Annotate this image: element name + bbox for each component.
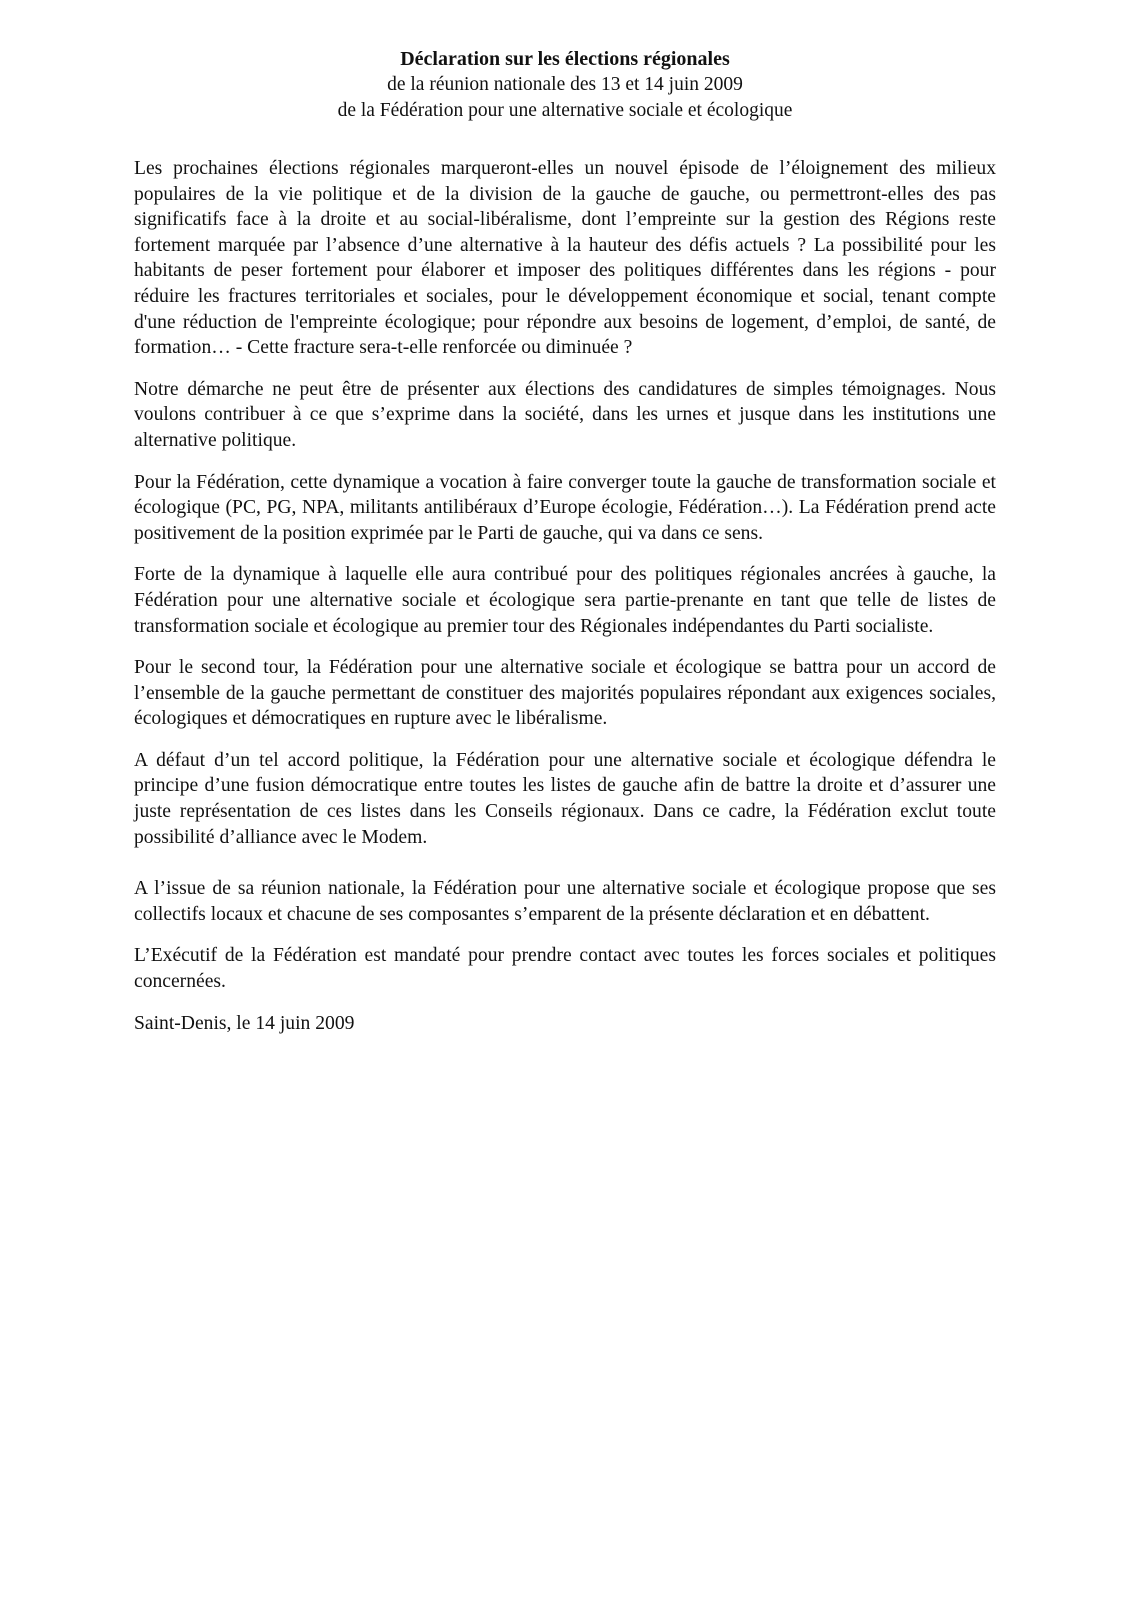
document-header: [150, 46, 980, 124]
paragraph-proposal: A l’issue de sa réunion nationale, la Fédération pour une alternative sociale et écologique propose que ses collectifs locaux et chacune de ses composantes s’emparent de la présente déclaration et en débattent.: [134, 878, 996, 925]
paragraph-second-round: Pour le second tour, la Fédération pour une alternative sociale et écologique se battra pour un accord de l’ensemble de la gauche permettant de constituer des majorités populaires répondant aux exigences sociales, écologiques et démocratiques en rupture avec le libéralisme.: [134, 657, 996, 730]
document-body: [134, 156, 996, 1036]
document-title: [150, 46, 980, 72]
document-subtitle-meeting: de la réunion nationale des 13 et 14 juin 2009: [387, 74, 743, 95]
signature-place-date: Saint-Denis, le 14 juin 2009: [134, 1012, 355, 1034]
document-title-text: Déclaration sur les élections régionales: [400, 48, 730, 70]
paragraph-first-round: Forte de la dynamique à laquelle elle aura contribué pour des politiques régionales ancrées à gauche, la Fédération pour une alternative sociale et écologique sera partie-prenante en tant que telle de listes de transformation sociale et écologique au premier tour des Régionales indépendantes du Parti socialiste.: [134, 564, 996, 637]
paragraph-convergence: Pour la Fédération, cette dynamique a vocation à faire converger toute la gauche de transformation sociale et écologique (PC, PG, NPA, militants antilibéraux d’Europe écologie, Fédération…). La Fédération prend acte positivement de la position exprimée par le Parti de gauche, qui va dans ce sens.: [134, 471, 996, 544]
paragraph-approach: Notre démarche ne peut être de présenter aux élections des candidatures de simples témoignages. Nous voulons contribuer à ce que s’exprime dans la société, dans les urnes et jusque dans les institutions une alternative politique.: [134, 378, 996, 451]
paragraph-fusion: A défaut d’un tel accord politique, la Fédération pour une alternative sociale et écologique défendra le principe d’une fusion démocratique entre toutes les listes de gauche afin de battre la droite et d’assurer une juste représentation de ces listes dans les Conseils régionaux. Dans ce cadre, la Fédération exclut toute possibilité d’alliance avec le Modem.: [134, 749, 996, 848]
paragraph-mandate: L’Exécutif de la Fédération est mandaté pour prendre contact avec toutes les forces sociales et politiques concernées.: [134, 945, 996, 993]
document-subtitle-federation: de la Fédération pour une alternative sociale et écologique: [337, 100, 793, 121]
paragraph-intro: Les prochaines élections régionales marqueront-elles un nouvel épisode de l’éloignement des milieux populaires de la vie politique et de la division de la gauche de gauche, ou permettront-elles des pas significatifs face à la droite et au social-libéralisme, dont l’empreinte sur la gestion des Régions reste fortement marquée par l’absence d’une alternative à la hauteur des défis actuels ? La possibilité pour les habitants de peser fortement pour élaborer et imposer des politiques différentes dans les régions - pour réduire les fractures territoriales et sociales, pour le développement économique et social, tenant compte d'une réduction de l'empreinte écologique; pour répondre aux besoins de logement, d’emploi, de santé, de formation… - Cette fracture sera-t-elle renforcée ou diminuée ?: [134, 158, 996, 359]
